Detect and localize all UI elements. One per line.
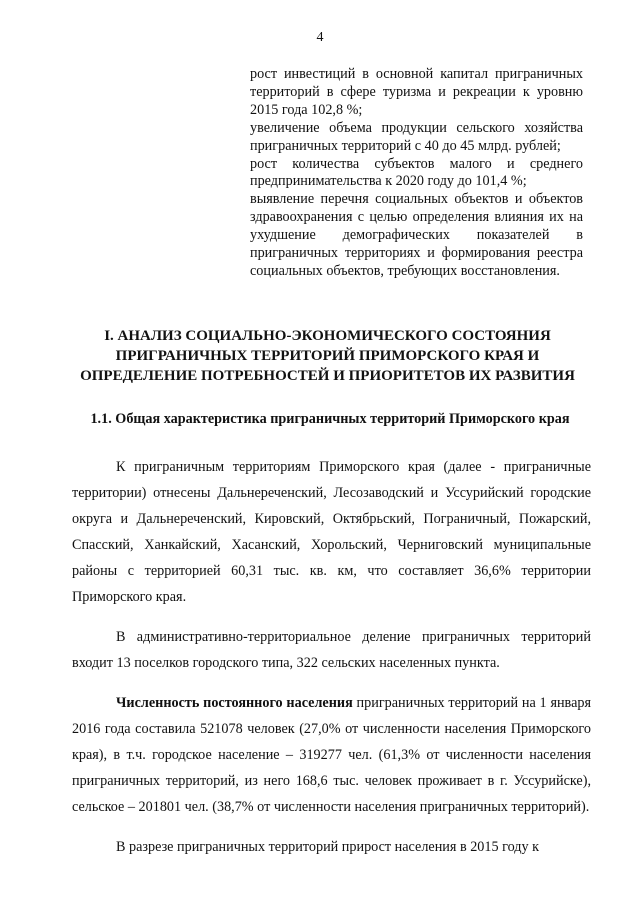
goal-item: рост инвестиций в основной капитал приграничных территорий в сфере туризма и рекреации к уровню 2015 года 102,8 %; xyxy=(250,66,583,118)
section-title xyxy=(60,326,595,386)
section-title-line: ПРИГРАНИЧНЫХ ТЕРРИТОРИЙ ПРИМОРСКОГО КРАЯ И xyxy=(115,348,540,364)
paragraph xyxy=(72,690,591,820)
body-text xyxy=(72,454,591,860)
paragraph: К приграничным территориям Приморского края (далее - приграничные территории) отнесены Дальнереченский, Лесозаводский и Уссурийский городские округа и Дальнереченский, Кировский, Октябрьский, Пограничный, Пожарский, Спасский, Ханкайский, Хасанский, Хорольский, Черниговский муниципальные районы с территорией 60,31 тыс. кв. км, что составляет 36,6% территории Приморского края. xyxy=(72,459,591,605)
goals-list xyxy=(250,66,583,281)
paragraph: В административно-территориальное деление приграничных территорий входит 13 поселков городского типа, 322 сельских населенных пункта. xyxy=(72,629,591,671)
goal-item: рост количества субъектов малого и среднего предпринимательства к 2020 году до 101,4 %; xyxy=(250,155,583,190)
emphasis: Численность постоянного населения xyxy=(116,695,353,711)
section-title-line: I. АНАЛИЗ СОЦИАЛЬНО-ЭКОНОМИЧЕСКОГО СОСТОЯНИЯ xyxy=(104,328,551,344)
paragraph-text: приграничных территорий на 1 января 2016 года составила 521078 человек (27,0% от численности населения Приморского края), в т.ч. городское население – 319277 чел. (61,3% от численности населения приграничных территорий, из него 168,6 тыс. человек проживает в г. Уссурийске), сельское – 201801 чел. (38,7% от численности населения приграничных территорий). xyxy=(72,695,591,815)
section-title-line: ОПРЕДЕЛЕНИЕ ПОТРЕБНОСТЕЙ И ПРИОРИТЕТОВ ИХ РАЗВИТИЯ xyxy=(80,368,575,384)
paragraph: В разрезе приграничных территорий прирост населения в 2015 году к xyxy=(116,839,540,855)
page-number: 4 xyxy=(316,30,324,45)
goal-item: увеличение объема продукции сельского хозяйства приграничных территорий с 40 до 45 млрд. рублей; xyxy=(250,119,583,154)
subsection-title: 1.1. Общая характеристика приграничных территорий Приморского края xyxy=(90,411,570,427)
goal-item: выявление перечня социальных объектов и объектов здравоохранения с целью определения влияния их на ухудшение демографических показателей в приграничных территориях и формирования реестра социальных объектов, требующих восстановления. xyxy=(250,191,583,279)
